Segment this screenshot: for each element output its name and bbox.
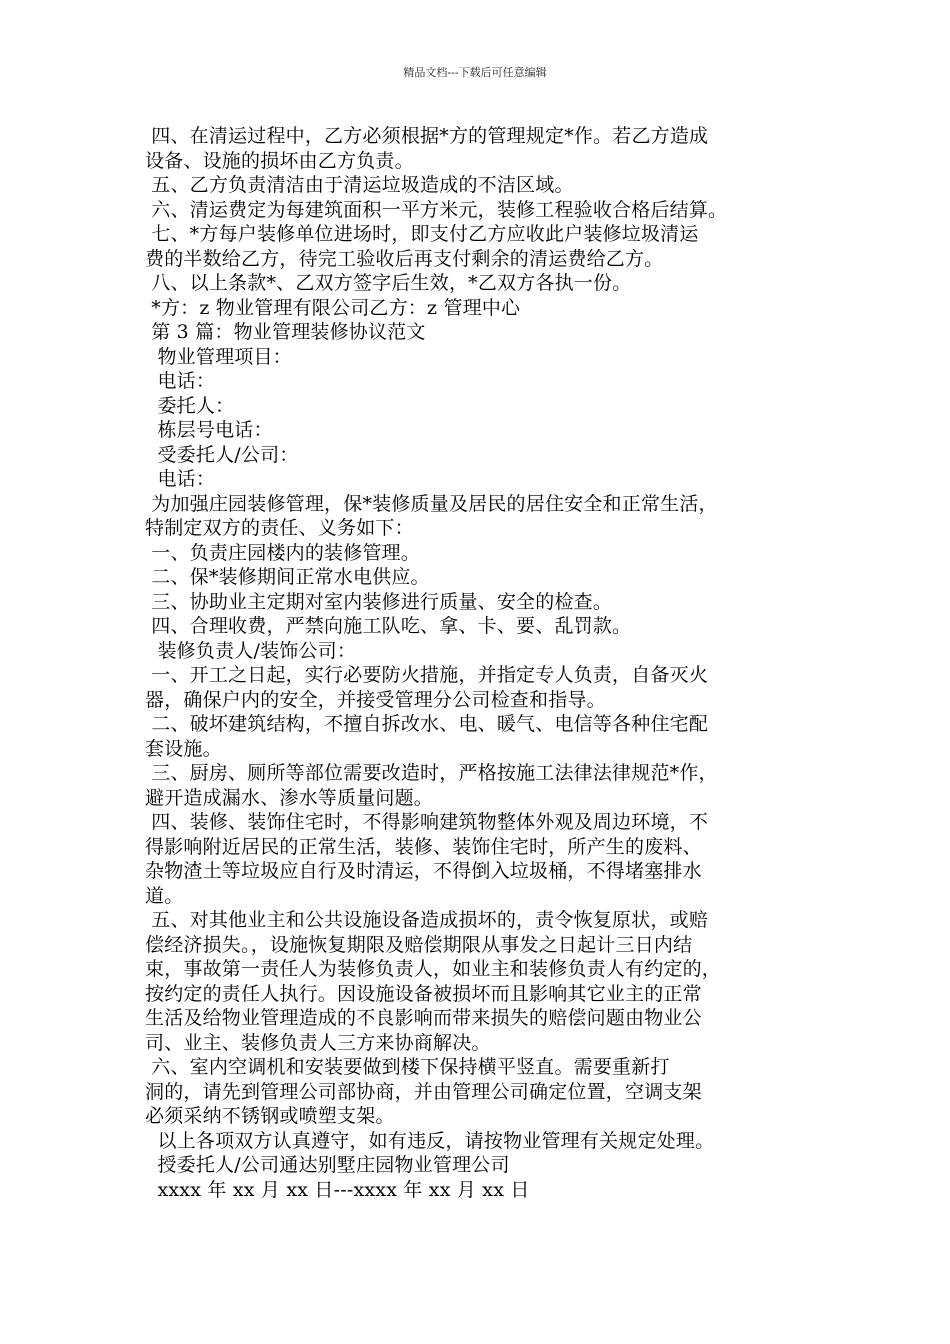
- text-line: 一、负责庄园楼内的装修管理。: [145, 541, 421, 564]
- text-line: 设备、设施的损坏由乙方负责。: [145, 149, 414, 172]
- form-field-label: 电话：: [145, 468, 216, 490]
- text-line: 费的半数给乙方，待完工验收后再支付剩余的清运费给乙方。: [145, 247, 664, 270]
- text-line: 按约定的责任人执行。因设施设备被损坏而且影响其它业主的正常: [145, 982, 702, 1005]
- page-header: 精品文档---下载后可任意编辑: [403, 66, 547, 79]
- text-line: 二、保*装修期间正常水电供应。: [145, 566, 430, 588]
- text-line: 四、在清运过程中，乙方必须根据*方的管理规定*作。若乙方造成: [145, 125, 709, 147]
- form-field-label: 电话：: [145, 370, 216, 392]
- text-line: 六、清运费定为每建筑面积一平方米元，装修工程验收合格后结算。: [145, 198, 728, 221]
- document-body: [145, 124, 825, 1202]
- signature-line: 授委托人/公司通达别墅庄园物业管理公司: [145, 1154, 510, 1176]
- form-field-label: 栋层号电话：: [145, 419, 273, 441]
- text-line: 洞的，请先到管理公司部协商，并由管理公司确定位置，空调支架: [145, 1080, 702, 1103]
- text-line: 必须采纳不锈钢或喷塑支架。: [145, 1105, 395, 1127]
- text-line: 以上各项双方认真遵守，如有违反，请按物业管理有关规定处理。: [145, 1129, 715, 1152]
- form-field-label: 物业管理项目：: [145, 345, 292, 368]
- text-line: 避开造成漏水、渗水等质量问题。: [145, 786, 434, 809]
- section-heading: 第 3 篇：物业管理装修协议范文: [145, 321, 426, 343]
- text-line: *方：z 物业管理有限公司乙方：z 管理中心: [145, 296, 521, 319]
- text-line: 杂物渣土等垃圾应自行及时清运，不得倒入垃圾桶，不得堵塞排水: [145, 860, 702, 882]
- form-field-label: 委托人：: [145, 394, 235, 417]
- date-line: xxxx 年 xx 月 xx 日---xxxx 年 xx 月 xx 日: [145, 1178, 530, 1201]
- text-line: 二、破坏建筑结构，不擅自拆改水、电、暖气、电信等各种住宅配: [145, 713, 709, 735]
- text-line: 道。: [145, 884, 184, 907]
- text-line: 偿经济损失。，设施恢复期限及赔偿期限从事发之日起计三日内结: [145, 933, 693, 956]
- text-line: 器，确保户内的安全，并接受管理分公司检查和指导。: [145, 688, 606, 711]
- form-field-label: 受委托人/公司：: [145, 443, 299, 466]
- text-line: 生活及给物业管理造成的不良影响而带来损失的赔偿问题由物业公: [145, 1007, 702, 1029]
- text-line: 三、协助业主定期对室内装修进行质量、安全的检查。: [145, 590, 613, 613]
- text-line: 六、室内空调机和安装要做到楼下保持横平竖直。需要重新打: [145, 1056, 670, 1078]
- text-line: 五、乙方负责清洁由于清运垃圾造成的不洁区域。: [145, 174, 574, 196]
- text-line: 套设施。: [145, 737, 222, 760]
- text-line: 四、装修、装饰住宅时，不得影响建筑物整体外观及周边环境，不: [145, 811, 709, 833]
- text-line: 四、合理收费，严禁向施工队吃、拿、卡、要、乱罚款。: [145, 615, 632, 637]
- text-line: 束，事故第一责任人为装修负责人，如业主和装修负责人有约定的，: [145, 958, 722, 980]
- text-line: 得影响附近居民的正常生活，装修、装饰住宅时，所产生的废料、: [145, 835, 702, 858]
- text-line: 八、以上条款*、乙双方签字后生效，*乙双方各执一份。: [145, 272, 632, 294]
- text-line: 三、厨房、厕所等部位需要改造时，严格按施工法律法律规范*作，: [145, 762, 718, 784]
- text-line: 为加强庄园装修管理，保*装修质量及居民的居住安全和正常生活，: [145, 492, 718, 515]
- text-line: 一、开工之日起，实行必要防火措施，并指定专人负责，自备灭火: [145, 664, 709, 686]
- text-line: 七、*方每户装修单位进场时，即支付乙方应收此户装修垃圾清运: [145, 223, 699, 245]
- text-line: 五、对其他业主和公共设施设备造成损坏的，责令恢复原状，或赔: [145, 909, 709, 931]
- text-line: 特制定双方的责任、义务如下：: [145, 517, 414, 539]
- text-line: 司、业主、装修负责人三方来协商解决。: [145, 1031, 491, 1054]
- form-field-label: 装修负责人/装饰公司：: [145, 639, 357, 662]
